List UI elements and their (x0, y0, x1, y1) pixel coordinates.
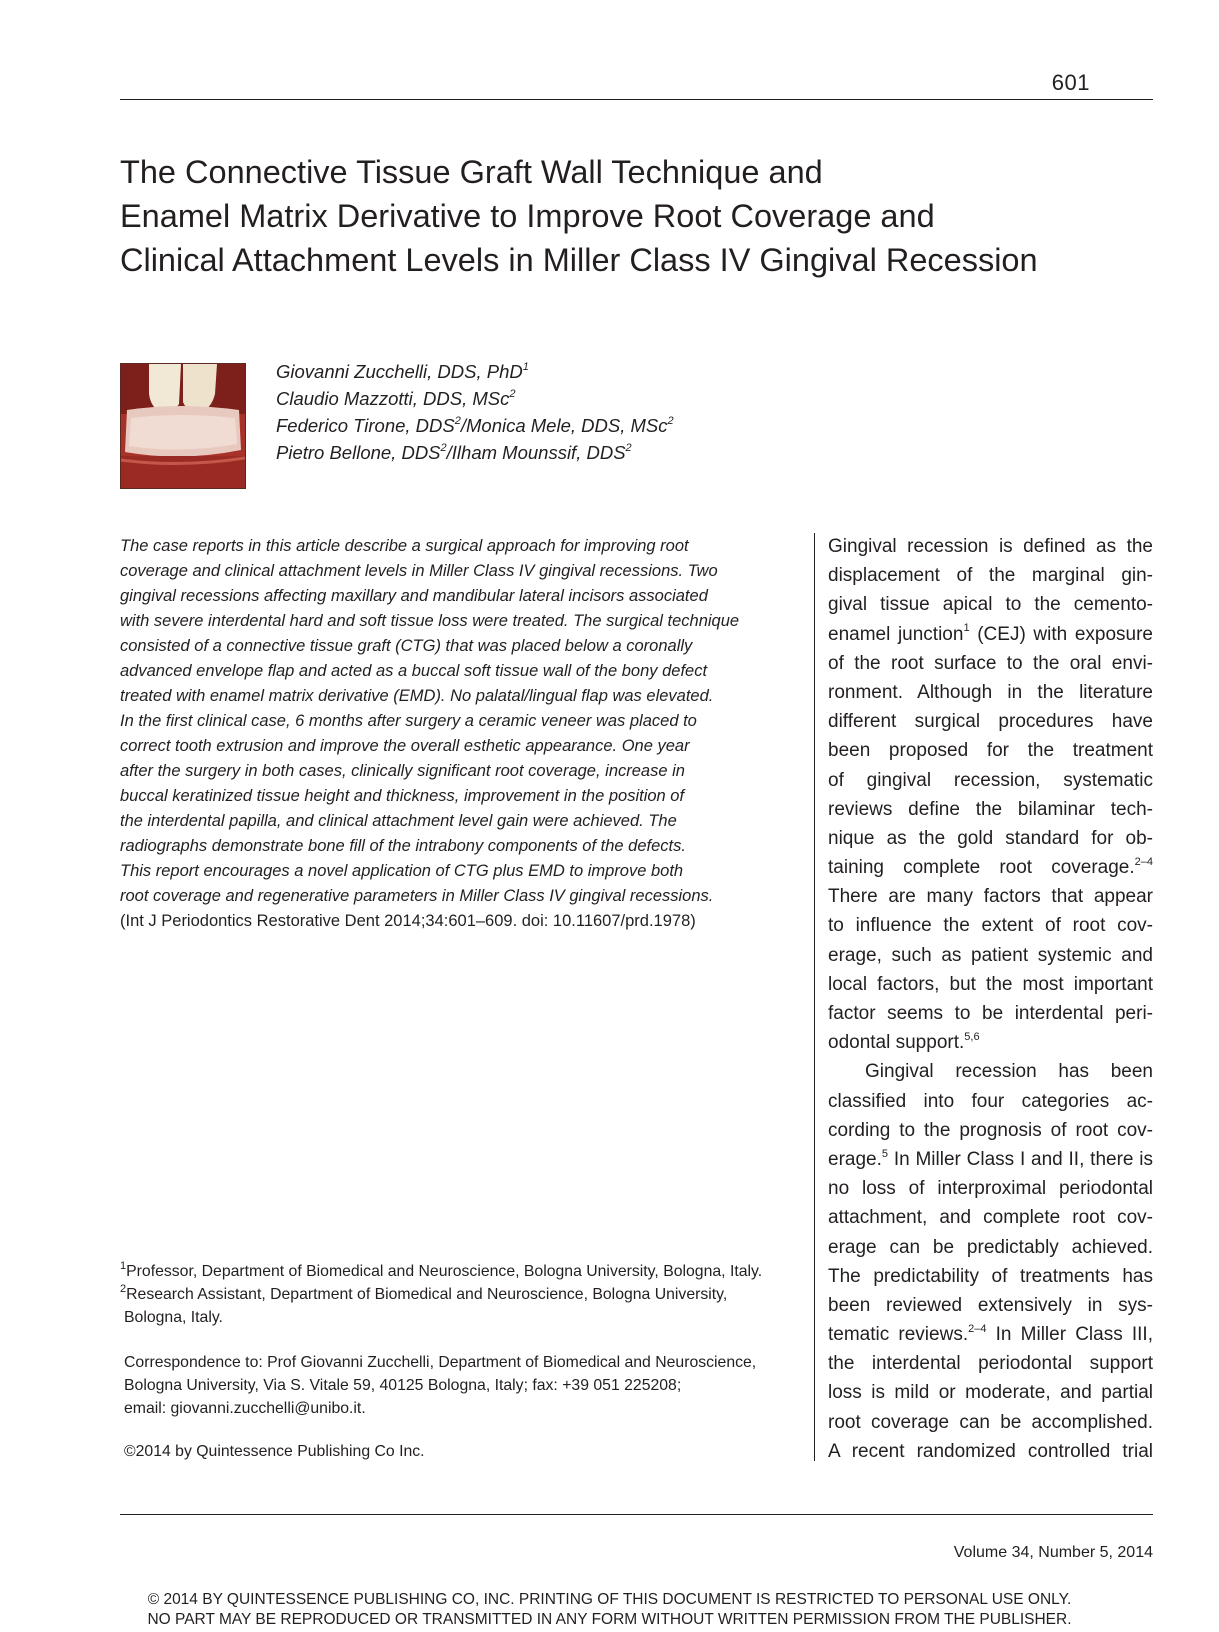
abstract-line: This report encourages a novel application of CTG plus EMD to improve both (120, 862, 684, 880)
abstract (120, 534, 810, 934)
copyright: ©2014 by Quintessence Publishing Co Inc. (124, 1443, 425, 1460)
abstract-line: consisted of a connective tissue graft (CTG) that was placed below a coronally (120, 637, 693, 655)
body-line: of gingival recession, systematic (828, 769, 1153, 791)
body-line: the interdental periodontal support (828, 1353, 1153, 1375)
body-line: odontal support.$^{5,6}$ (828, 1030, 980, 1054)
body-line: been proposed for the treatment (828, 740, 1153, 762)
notice-line: © 2014 BY QUINTESSENCE PUBLISHING CO, INC. PRINTING OF THIS DOCUMENT IS RESTRICTED TO PERSONAL USE ONLY. (147, 1591, 1072, 1608)
body-line: root coverage can be accomplished. (828, 1411, 1153, 1433)
author-line: Pietro Bellone, DDS$^2$/Ilham Mounssif, DDS$^2$ (276, 441, 632, 463)
affiliation-line: $^2$Research Assistant, Department of Biomedical and Neuroscience, Bologna University, (120, 1282, 728, 1303)
author-line: Federico Tirone, DDS$^2$/Monica Mele, DDS, MSc$^2$ (276, 414, 674, 436)
author-line: Claudio Mazzotti, DDS, MSc$^2$ (276, 387, 516, 409)
page-number: 601 (1051, 70, 1090, 95)
header-rule (120, 99, 1153, 100)
affiliation-line: Bologna, Italy. (124, 1309, 223, 1326)
body-line: different surgical procedures have (828, 711, 1153, 733)
body-line: no loss of interproximal periodontal (828, 1178, 1153, 1200)
title-line: The Connective Tissue Graft Wall Technique and (120, 154, 823, 190)
body-line: reviews define the bilaminar tech- (828, 798, 1153, 820)
volume-info: Volume 34, Number 5, 2014 (953, 1544, 1153, 1561)
footer-rule (120, 1514, 1153, 1515)
body-column (828, 532, 1153, 1466)
abstract-line: with severe interdental hard and soft tissue loss were treated. The surgical technique (120, 612, 740, 630)
affiliation-line: $^1$Professor, Department of Biomedical and Neuroscience, Bologna University, Bologna, Italy. (120, 1259, 763, 1280)
body-line: displacement of the marginal gin- (828, 565, 1153, 587)
body-line: of the root surface to the oral envi- (828, 652, 1153, 674)
abstract-line: radiographs demonstrate bone fill of the intrabony components of the defects. (120, 837, 686, 855)
body-line: ronment. Although in the literature (828, 681, 1153, 703)
abstract-line: The case reports in this article describe a surgical approach for improving root (120, 537, 689, 555)
correspondence-line: email: giovanni.zucchelli@unibo.it. (124, 1400, 366, 1417)
notice-line: NO PART MAY BE REPRODUCED OR TRANSMITTED IN ANY FORM WITHOUT WRITTEN PERMISSION FROM THE PUBLISHER. (147, 1611, 1072, 1628)
body-line: tematic reviews.$^{2-4}$ In Miller Class III, (828, 1322, 1153, 1346)
correspondence (124, 1351, 804, 1420)
copyright-notice (0, 1590, 1219, 1630)
body-line: erage can be predictably achieved. (828, 1236, 1153, 1258)
abstract-citation: (Int J Periodontics Restorative Dent 2014;34:601–609. doi: 10.11607/prd.1978) (120, 912, 696, 930)
clinical-photo-thumbnail (120, 363, 246, 489)
correspondence-line: Bologna University, Via S. Vitale 59, 40125 Bologna, Italy; fax: +39 051 225208; (124, 1377, 682, 1394)
abstract-line: after the surgery in both cases, clinically significant root coverage, increase in (120, 762, 685, 780)
abstract-line: gingival recessions affecting maxillary and mandibular lateral incisors associated (120, 587, 708, 605)
body-line: nique as the gold standard for ob- (828, 827, 1153, 849)
body-line: Gingival recession is defined as the (828, 536, 1153, 557)
body-line: A recent randomized controlled trial (828, 1440, 1153, 1462)
body-line: Gingival recession has been (865, 1061, 1153, 1083)
abstract-line: treated with enamel matrix derivative (EMD). No palatal/lingual flap was elevated. (120, 687, 714, 705)
body-line: taining complete root coverage.$^{2-4}$ (828, 855, 1153, 879)
title-line: Enamel Matrix Derivative to Improve Root Coverage and (120, 198, 935, 234)
abstract-line: buccal keratinized tissue height and thickness, improvement in the position of (120, 787, 685, 805)
body-line: to influence the extent of root cov- (828, 915, 1153, 937)
body-line: local factors, but the most important (828, 973, 1153, 995)
body-line: loss is mild or moderate, and partial (828, 1382, 1153, 1404)
body-line: erage, such as patient systemic and (828, 944, 1153, 966)
affiliations (120, 1260, 800, 1329)
body-line: gival tissue apical to the cemento- (828, 594, 1153, 616)
correspondence-line: Correspondence to: Prof Giovanni Zucchelli, Department of Biomedical and Neuroscience, (124, 1354, 757, 1371)
abstract-line: the interdental papilla, and clinical attachment level gain were achieved. The (120, 812, 677, 830)
title-line: Clinical Attachment Levels in Miller Class IV Gingival Recession (120, 242, 1038, 278)
body-line: erage.$^5$ In Miller Class I and II, there is (828, 1147, 1153, 1170)
author-list (276, 358, 674, 466)
body-line: attachment, and complete root cov- (828, 1207, 1153, 1229)
body-line: been reviewed extensively in sys- (828, 1294, 1153, 1316)
column-divider (814, 533, 815, 1461)
body-line: cording to the prognosis of root cov- (828, 1119, 1153, 1141)
body-line: factor seems to be interdental peri- (828, 1003, 1153, 1024)
body-line: classified into four categories ac- (828, 1090, 1153, 1112)
body-line: There are many factors that appear (828, 886, 1153, 908)
body-line: enamel junction$^1$ (CEJ) with exposure (828, 622, 1153, 645)
body-line: The predictability of treatments has (828, 1265, 1153, 1287)
author-line: Giovanni Zucchelli, DDS, PhD$^1$ (276, 360, 529, 382)
abstract-line: advanced envelope flap and acted as a buccal soft tissue wall of the bony defect (120, 662, 708, 680)
abstract-line: In the first clinical case, 6 months after surgery a ceramic veneer was placed to (120, 712, 697, 730)
abstract-line: correct tooth extrusion and improve the overall esthetic appearance. One year (120, 737, 690, 755)
abstract-line: root coverage and regenerative parameters in Miller Class IV gingival recessions. (120, 887, 714, 905)
abstract-line: coverage and clinical attachment levels in Miller Class IV gingival recessions. Two (120, 562, 718, 580)
article-title (120, 150, 1120, 282)
